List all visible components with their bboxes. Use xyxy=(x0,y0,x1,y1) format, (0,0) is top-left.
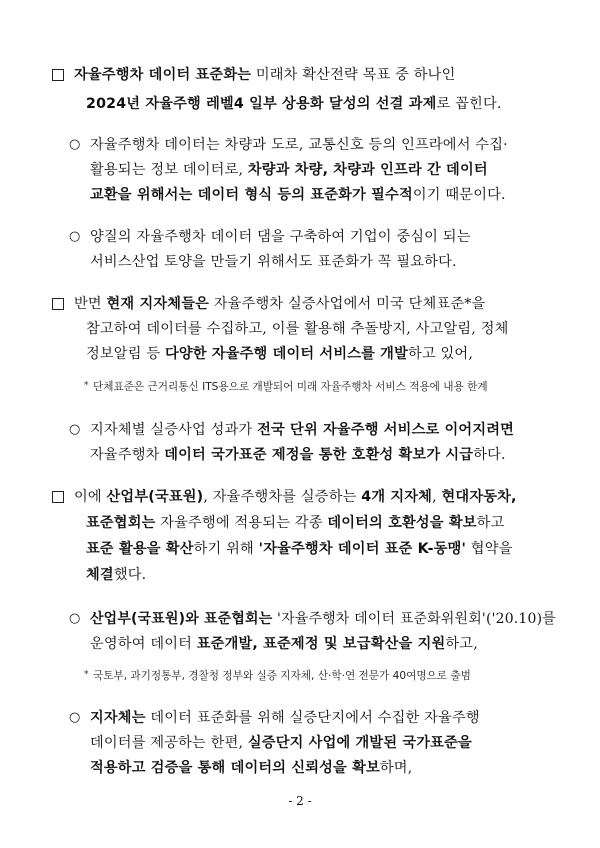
para7-bold-text: 산업부(국표원)와 표준협회는 xyxy=(90,611,273,627)
para5-line1 xyxy=(90,420,514,440)
para6-bold-text-8: 체결 xyxy=(86,567,114,583)
para4-text-4: 정보알림 등 xyxy=(86,346,165,362)
para5-line2 xyxy=(90,445,506,465)
para1-bold-text: 자율주행차 데이터 표준화는 xyxy=(74,67,252,83)
para4-line2 xyxy=(86,319,509,339)
para2-text-3: 이기 때문이다. xyxy=(412,187,506,203)
para4-text-1: 반면 xyxy=(74,296,107,312)
para6-bold-text-7: '자율주행차 데이터 표준 K-동맹' xyxy=(258,541,467,557)
para7-text-3: 하고, xyxy=(445,636,478,652)
square-bullet-icon xyxy=(52,298,64,310)
para6-text-3: , xyxy=(432,489,442,505)
para6-text-4: 자율주행에 적용되는 각종 xyxy=(155,515,328,531)
para7-line1 xyxy=(90,609,556,629)
para6-bold-text-3: 현대자동차, xyxy=(441,489,517,505)
para6-bold-text-6: 표준 활용을 확산 xyxy=(86,541,194,557)
para8-bold-text-3: 적용하고 검증을 통해 데이터의 신뢰성을 확보 xyxy=(90,760,380,776)
para4-bold-text: 현재 지자체들은 xyxy=(106,296,210,312)
para4-line1 xyxy=(74,294,485,314)
para2-bold-text: 차량과 차량, 차량과 인프라 간 데이터 xyxy=(247,162,488,178)
para1-line2 xyxy=(86,94,546,114)
para6-bold-text-5: 데이터의 호환성을 확보 xyxy=(327,515,477,531)
para4-line3 xyxy=(86,344,473,364)
para7-bold-text-2: 표준개발, 표준제정 및 보급확산을 지원 xyxy=(196,636,446,652)
page-number: - 2 - xyxy=(288,794,312,808)
para1-text: 미래차 확산전략 목표 중 하나인 xyxy=(251,67,456,83)
para6-line2 xyxy=(86,513,504,533)
para2-text-1: 자율주행차 데이터는 차량과 도로, 교통신호 등의 인프라에서 수집· xyxy=(90,137,508,153)
para3-text-1: 양질의 자율주행차 데이터 댐을 구축하여 기업이 중심이 되는 xyxy=(90,229,471,245)
para6-text-8: 했다. xyxy=(113,567,147,583)
para5-bold-text-2: 데이터 국가표준 제정을 통한 호환성 확보가 시급 xyxy=(164,447,474,463)
para6-line4 xyxy=(86,565,146,585)
para8-text-3: 하며, xyxy=(379,760,413,776)
footnote-1: 단체표준은 근거리통신 ITS용으로 개발되어 미래 자율주행차 서비스 적용에 내용 한계 xyxy=(93,381,488,393)
para6-text-6: 하기 위해 xyxy=(193,541,259,557)
para7-line2 xyxy=(90,634,478,654)
circle-bullet-icon: ○ xyxy=(69,710,81,725)
para5-text-3: 하다. xyxy=(473,447,506,463)
para8-bold-text-2: 실증단지 사업에 개발된 국가표준을 xyxy=(247,735,472,751)
para6-bold-text-1: 산업부(국표원) xyxy=(106,489,204,505)
para6-text-5: 하고 xyxy=(476,515,505,531)
para7-text-2: 운영하여 데이터 xyxy=(90,636,197,652)
para1-bold-text-2: 2024년 자율주행 레벨4 일부 상용화 달성의 선결 과제 xyxy=(86,96,437,112)
para2-line2 xyxy=(90,160,488,180)
para6-text-1: 이에 xyxy=(74,489,107,505)
para6-line3 xyxy=(86,539,513,559)
circle-bullet-icon: ○ xyxy=(69,137,81,152)
para3-text-2: 서비스산업 토양을 만들기 위해서도 표준화가 꼭 필요하다. xyxy=(90,254,457,270)
asterisk-icon: * xyxy=(84,381,89,391)
circle-bullet-icon: ○ xyxy=(69,611,81,626)
square-bullet-icon xyxy=(52,491,64,503)
para6-text-7: 협약을 xyxy=(466,541,513,557)
asterisk-icon: * xyxy=(84,670,89,680)
para4-text-2: 자율주행차 실증사업에서 미국 단체표준*을 xyxy=(209,296,486,312)
para8-line1 xyxy=(90,708,480,728)
para1-text-2: 로 꼽힌다. xyxy=(436,96,502,112)
para2-text-2: 활용되는 정보 데이터로, xyxy=(90,162,248,178)
para6-line1 xyxy=(74,487,517,507)
para5-text-2: 자율주행차 xyxy=(90,447,165,463)
para4-text-3: 참고하여 데이터를 수집하고, 이를 활용해 추돌방지, 사고알림, 정체 xyxy=(86,321,509,337)
para8-text-2: 데이터를 제공하는 한편, xyxy=(90,735,248,751)
para1-line1 xyxy=(74,65,544,85)
circle-bullet-icon: ○ xyxy=(69,422,81,437)
para2-line1 xyxy=(90,135,508,155)
para7-text-1: '자율주행차 데이터 표준화위원회'('20.10)를 xyxy=(272,611,556,627)
para6-text-2: , 자율주행차를 실증하는 xyxy=(203,489,362,505)
circle-bullet-icon: ○ xyxy=(69,229,81,244)
footnote-2: 국토부, 과기정통부, 경찰청 정부와 실증 지자체, 산·학·연 전문가 40여명으로 출범 xyxy=(93,670,471,682)
para5-bold-text: 전국 단위 자율주행 서비스로 이어지려면 xyxy=(257,422,515,438)
para2-line3 xyxy=(90,185,506,205)
square-bullet-icon xyxy=(52,69,64,81)
para3-line1 xyxy=(90,227,471,247)
para8-bold-text: 지자체는 xyxy=(90,710,146,726)
para8-line3 xyxy=(90,758,412,778)
para5-text-1: 지자체별 실증사업 성과가 xyxy=(90,422,258,438)
para8-line2 xyxy=(90,733,472,753)
para4-bold-text-2: 다양한 자율주행 데이터 서비스를 개발 xyxy=(164,346,408,362)
para4-text-5: 하고 있어, xyxy=(408,346,474,362)
para6-bold-text-2: 4개 지자체 xyxy=(361,489,433,505)
para6-bold-text-4: 표준협회는 xyxy=(86,515,156,531)
para3-line2 xyxy=(90,252,457,272)
para8-text-1: 데이터 표준화를 위해 실증단지에서 수집한 자율주행 xyxy=(145,710,480,726)
para2-bold-text-2: 교환을 위해서는 데이터 형식 등의 표준화가 필수적 xyxy=(90,187,413,203)
